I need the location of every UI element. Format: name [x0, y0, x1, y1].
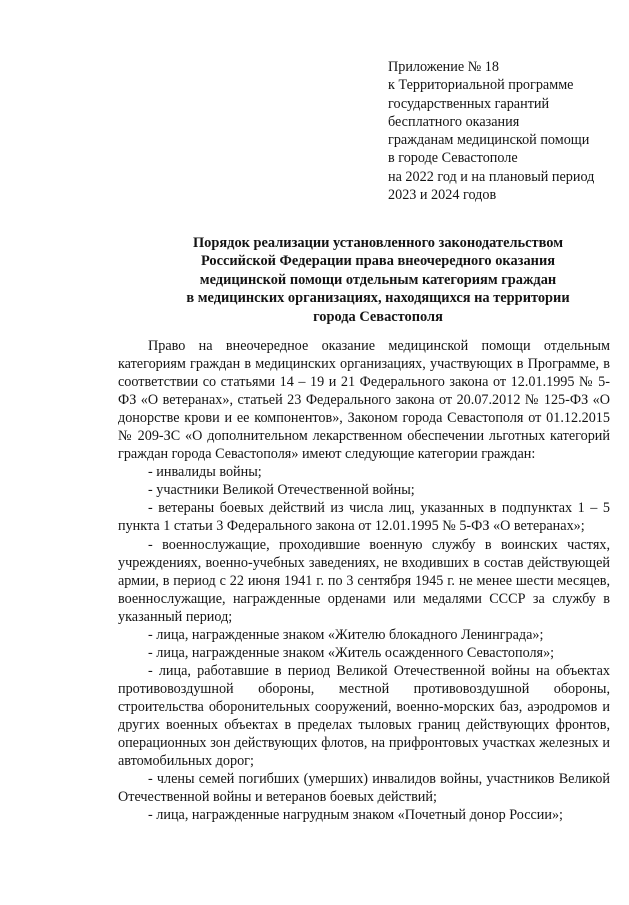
annex-line: в городе Севастополе [388, 150, 518, 167]
title-line: в медицинских организациях, находящихся на территории [186, 290, 570, 307]
list-item: - ветераны боевых действий из числа лиц, указанных в подпунктах 1 – 5 пункта 1 статьи 3 Федерального закона от 12.01.1995 № 5-ФЗ «О ветеранах»; [118, 500, 610, 535]
title-line: Российской Федерации права внеочередного оказания [200, 253, 556, 270]
title-line: Порядок реализации установленного законодательством [192, 235, 563, 251]
annex-line: на 2022 год и на плановый период [388, 168, 595, 185]
title-line: города Севастополя [313, 308, 443, 325]
list-item: - лица, награжденные знаком «Жителю блокадного Ленинграда»; [148, 626, 544, 643]
list-item: - лица, работавшие в период Великой Отечественной войны на объектах противовоздушной обороны, местной противовоздушной обороны, строительства оборонительных сооружений, военно-морских баз, аэродромов и других военных объектах в пределах тыловых границ действующих фронтов, операционных зон действующих флотов, на прифронтовых участках железных и автомобильных дорог; [118, 662, 610, 770]
list-item: - инвалиды войны; [148, 464, 262, 481]
annex-line: государственных гарантий [388, 95, 550, 112]
intro-paragraph: Право на внеочередное оказание медицинской помощи отдельным категориям граждан в медицинских организациях, участвующих в Программе, в соответствии со статьями 14 – 19 и 21 Федерального закона от 12.01.1995 № 5-ФЗ «О ветеранах», статьей 23 Федерального закона от 20.07.2012 № 125-ФЗ «О донорстве крови и ее компонентов», Законом города Севастополя от 01.12.2015 № 209-ЗС «О дополнительном лекарственном обеспечении льготных категорий граждан города Севастополя» имеют следующие категории граждан: [118, 338, 610, 463]
list-item: - лица, награжденные знаком «Житель осажденного Севастополя»; [148, 644, 555, 661]
list-item: - лица, награжденные нагрудным знаком «Почетный донор России»; [148, 807, 564, 824]
annex-line: Приложение № 18 [388, 59, 499, 75]
annex-header [388, 58, 623, 204]
document-body [118, 337, 610, 824]
annex-line: гражданам медицинской помощи [388, 132, 590, 149]
annex-line: бесплатного оказания [388, 113, 520, 130]
annex-line: 2023 и 2024 годов [388, 187, 497, 204]
title-line: медицинской помощи отдельным категориям граждан [199, 271, 557, 288]
list-item: - члены семей погибших (умерших) инвалидов войны, участников Великой Отечественной войны и ветеранов боевых действий; [118, 771, 610, 806]
document-title [118, 234, 629, 326]
annex-line: к Территориальной программе [388, 77, 574, 94]
list-item: - участники Великой Отечественной войны; [148, 482, 415, 499]
list-item: - военнослужащие, проходившие военную службу в воинских частях, учреждениях, военно-учебных заведениях, не входивших в состав действующей армии, в период с 22 июня 1941 г. по 3 сентября 1945 г. не менее шести месяцев, военнослужащие, награжденные орденами или медалями СССР за службу в указанный период; [118, 536, 610, 625]
